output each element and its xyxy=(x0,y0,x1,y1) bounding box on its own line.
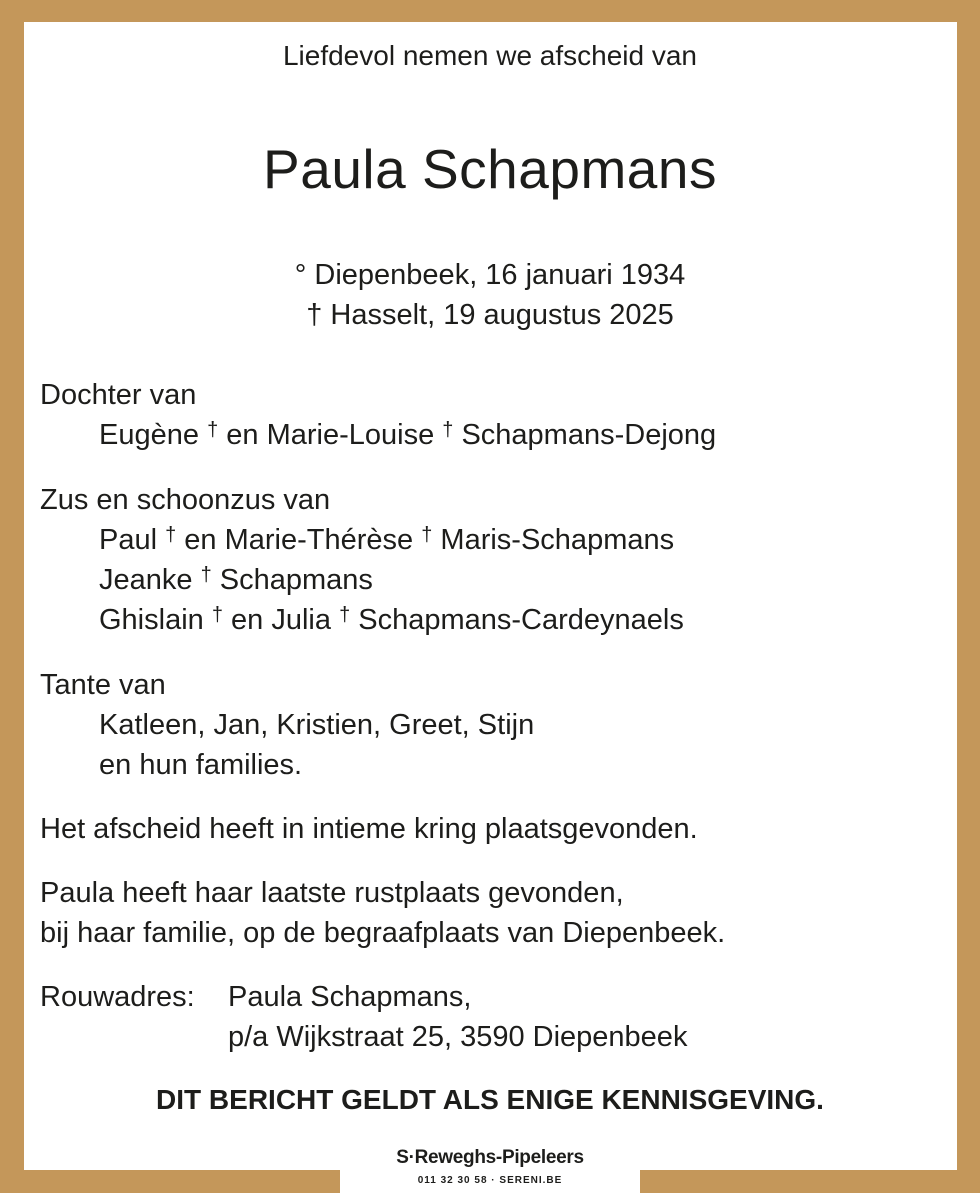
funeral-home-contact: 011 32 30 58 · SERENI.BE xyxy=(417,1175,563,1186)
funeral-home-logo: S·Reweghs-Pipeleers xyxy=(396,1147,584,1168)
cross-icon: † xyxy=(421,524,433,546)
notice-text: DIT BERICHT GELDT ALS ENIGE KENNISGEVING. xyxy=(156,1084,824,1115)
daughter-heading: Dochter van xyxy=(40,379,197,411)
cross-icon: † xyxy=(442,419,454,441)
resting-line-2: bij haar familie, op de begraafplaats van Diepenbeek. xyxy=(40,917,726,949)
resting-line-1: Paula heeft haar laatste rustplaats gevonden, xyxy=(40,877,624,909)
parents-line: Eugène † en Marie-Louise † Schapmans-Dejong xyxy=(99,419,717,451)
address-name: Paula Schapmans, xyxy=(228,981,472,1013)
address-street: p/a Wijkstraat 25, 3590 Diepenbeek xyxy=(228,1021,688,1053)
deceased-name: Paula Schapmans xyxy=(263,138,717,200)
cross-icon: † xyxy=(339,604,351,626)
intro-text: Liefdevol nemen we afscheid van xyxy=(282,40,698,71)
cross-icon: † xyxy=(200,564,212,586)
nephews-line: Katleen, Jan, Kristien, Greet, Stijn xyxy=(99,709,535,741)
sibling-line-2: Jeanke † Schapmans xyxy=(99,564,373,596)
address-label: Rouwadres: xyxy=(40,981,195,1013)
sibling-line-1: Paul † en Marie-Thérèse † Maris-Schapmans xyxy=(99,524,675,556)
cross-icon: † xyxy=(211,604,223,626)
cross-icon: † xyxy=(207,419,219,441)
sister-heading: Zus en schoonzus van xyxy=(40,484,331,516)
farewell-text: Het afscheid heeft in intieme kring plaatsgevonden. xyxy=(40,813,698,845)
aunt-heading: Tante van xyxy=(40,669,166,701)
death-line: † Hasselt, 19 augustus 2025 xyxy=(306,299,674,331)
cross-icon: † xyxy=(165,524,177,546)
birth-line: ° Diepenbeek, 16 januari 1934 xyxy=(294,259,686,291)
sibling-line-3: Ghislain † en Julia † Schapmans-Cardeynaels xyxy=(99,604,684,636)
families-line: en hun families. xyxy=(99,749,303,781)
